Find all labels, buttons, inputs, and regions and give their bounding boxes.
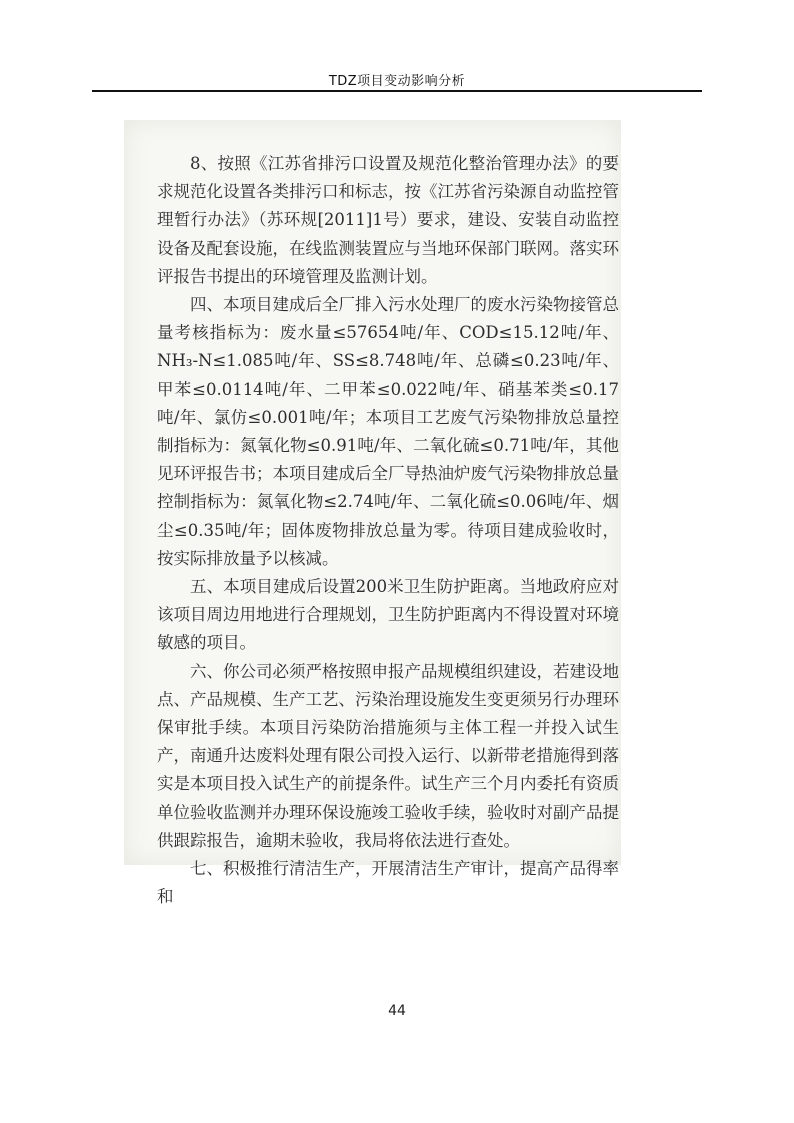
paragraph-section-4: 四、本项目建成后全厂排入污水处理厂的废水污染物接管总量考核指标为：废水量≤57654吨/年、COD≤15.12吨/年、NH₃-N≤1.085吨/年、SS≤8.748吨/年、总磷≤0.23吨/年、甲苯≤0.0114吨/年、二甲苯≤0.022吨/年、硝基苯类≤0.17吨/年、氯仿≤0.001吨/年；本项目工艺废气污染物排放总量控制指标为：氮氧化物≤0.91吨/年、二氧化硫≤0.71吨/年，其他见环评报告书；本项目建成后全厂导热油炉废气污染物排放总量控制指标为：氮氧化物≤2.74吨/年、二氧化硫≤0.06吨/年、烟尘≤0.35吨/年；固体废物排放总量为零。待项目建成验收时，按实际排放量予以核减。 <box>157 295 619 568</box>
header-divider <box>92 90 702 92</box>
paragraph-section-7: 七、积极推行清洁生产，开展清洁生产审计，提高产品得率和 <box>157 859 619 907</box>
paragraph-section-5: 五、本项目建成后设置200米卫生防护距离。当地政府应对该项目周边用地进行合理规划，卫生防护距离内不得设置对环境敏感的项目。 <box>157 577 619 653</box>
page-number: 44 <box>388 1003 406 1019</box>
paragraph-section-6: 六、你公司必须严格按照申报产品规模组织建设，若建设地点、产品规模、生产工艺、污染治理设施发生变更须另行办理环保审批手续。本项目污染防治措施须与主体工程一并投入试生产，南通升达废料处理有限公司投入运行、以新带老措施得到落实是本项目投入试生产的前提条件。试生产三个月内委托有资质单位验收监测并办理环保设施竣工验收手续，验收时对副产品提供跟踪报告，逾期未验收，我局将依法进行查处。 <box>157 661 619 850</box>
scanned-document-text <box>157 150 619 911</box>
paragraph-item-8: 8、按照《江苏省排污口设置及规范化整治管理办法》的要求规范化设置各类排污口和标志，按《江苏省污染源自动监控管理暂行办法》（苏环规[2011]1号）要求，建设、安装自动监控设备及配套设施，在线监测装置应与当地环保部门联网。落实环评报告书提出的环境管理及监测计划。 <box>157 154 619 286</box>
document-header-title: TDZ项目变动影响分析 <box>328 74 466 89</box>
